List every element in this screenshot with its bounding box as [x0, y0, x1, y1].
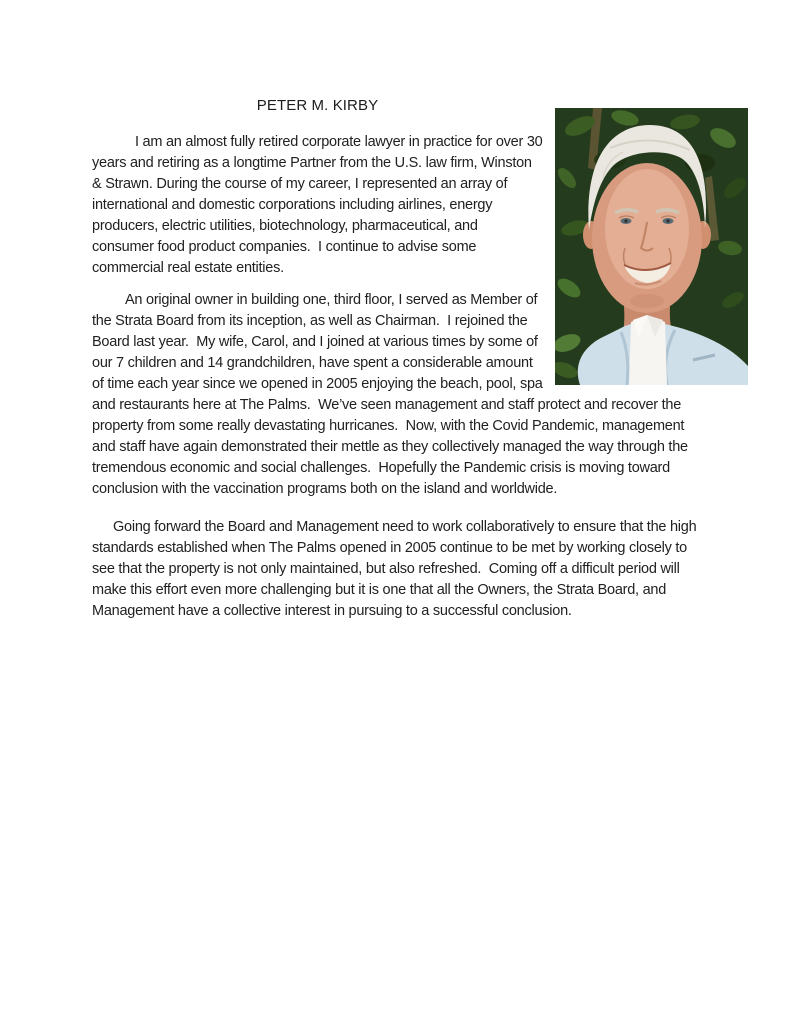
- bio-paragraph-3: Going forward the Board and Management need to work collaboratively to ensure that the high standards established when The Palms opened in 2005 continue to be met by working closely to see that the property is not only maintained, but also refreshed. Coming off a difficult period will make this effort even more challenging but it is one that all the Owners, the Strata Board, and Management have a collective interest in pursuing to a successful conclusion.: [92, 519, 701, 619]
- page-title: PETER M. KIRBY: [256, 97, 379, 114]
- portrait-photo-graphic: [555, 108, 748, 385]
- bio-paragraph-2: An original owner in building one, third floor, I served as Member of the Strata Board from its inception, as well as Chairman. I rejoined the Board last year. My wife, Carol, and I joined at various times by some of our 7 children and 14 grandchildren, have spent a considerable amount of time each year since we opened in 2005 enjoying the beach, pool, spa and restaurants here at The Palms. We’ve seen management and staff protect and recover the property from some really devastating hurricanes. Now, with the Covid Pandemic, management and staff have again demonstrated their mettle as they collectively managed the way through the tremendous economic and social challenges. Hopefully the Pandemic crisis is moving toward conclusion with the vaccination programs both on the island and worldwide.: [92, 292, 692, 497]
- bio-paragraph-1: I am an almost fully retired corporate lawyer in practice for over 30 years and retiring as a longtime Partner from the U.S. law firm, Winston & Strawn. During the course of my career, I represented an array of international and domestic corporations including airlines, energy producers, electric utilities, biotechnology, pharmaceutical, and consumer food product companies. I continue to advise some commercial real estate entities.: [92, 134, 547, 276]
- portrait-photo: [555, 108, 748, 385]
- shirt: [629, 315, 667, 385]
